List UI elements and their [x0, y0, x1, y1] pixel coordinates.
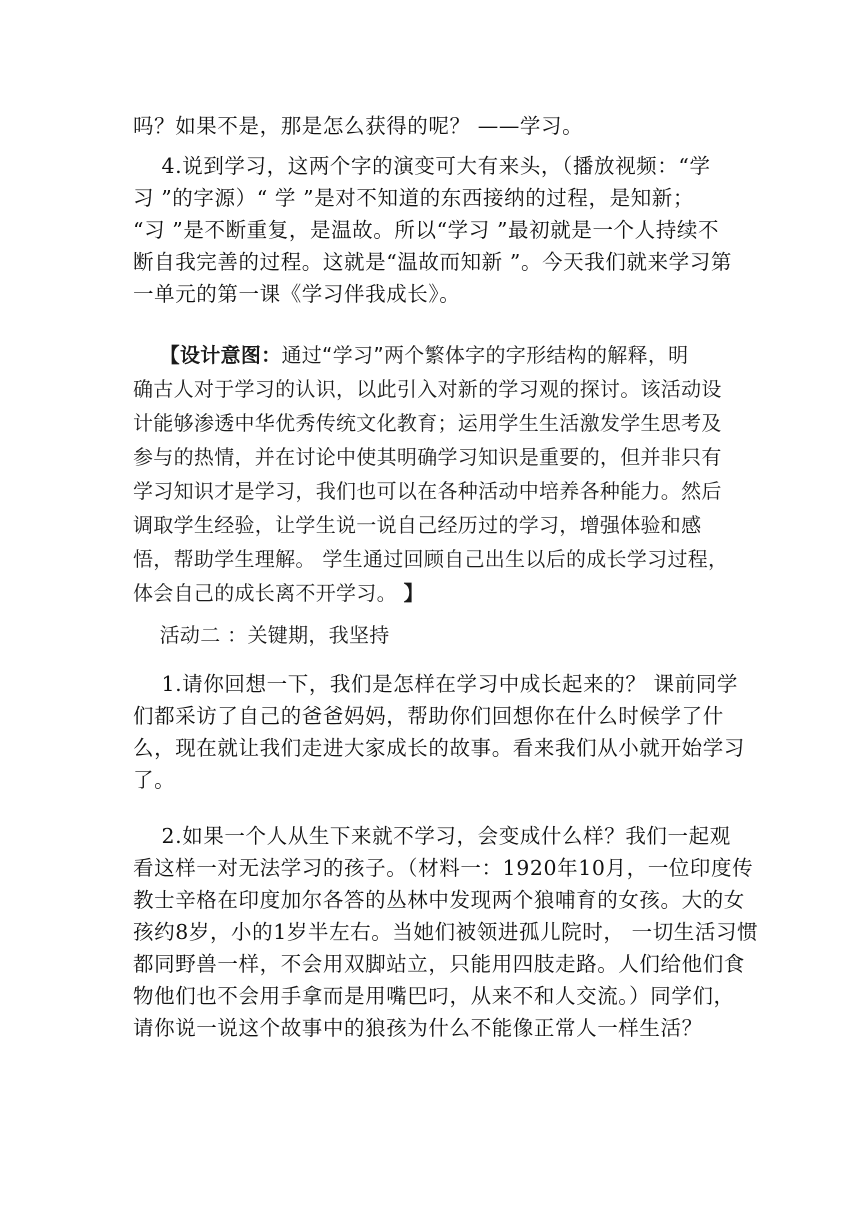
text-line: 习 ”的字源）“ 学 ”是对不知道的东西接纳的过程，是知新；	[133, 186, 694, 210]
text-line: 活动二 ：关键期，我坚持	[133, 623, 390, 647]
text-line	[133, 338, 733, 372]
paragraph-intro-question	[133, 110, 733, 142]
text-line: 了。	[133, 768, 176, 792]
text-line: 1.请你回想一下，我们是怎样在学习中成长起来的？ 课前同学	[133, 672, 738, 696]
text-line: 悟，帮助学生理解。 学生通过回顾自己出生以后的成长学习过程，	[133, 547, 729, 571]
text-line: “习 ”是不断重复，是温故。所以“学习 ”最初就是一个人持续不	[133, 218, 720, 242]
text-line: 都同野兽一样，不会用双脚站立，只能用四肢走路。人们给他们食	[133, 952, 745, 976]
text-line: 计能够渗透中华优秀传统文化教育；运用学生生活激发学生思考及	[133, 411, 722, 435]
paragraph-recall-growth	[133, 668, 745, 796]
text-line: 看这样一对无法学习的孩子。（材料一：1920年10月，一位印度传	[133, 856, 754, 880]
paragraph-design-intent	[133, 338, 733, 610]
text-line: 孩约8岁，小的1岁半左右。当她们被领进孤儿院时， 一切生活习惯	[133, 920, 759, 944]
design-intent-close-bracket: 】	[403, 581, 424, 605]
text-line: 教士辛格在印度加尔各答的丛林中发现两个狼哺育的女孩。大的女	[133, 888, 745, 912]
text-line: 参与的热情，并在讨论中使其明确学习知识是重要的，但并非只有	[133, 445, 722, 469]
text-line	[133, 576, 733, 610]
design-intent-label: 【设计意图：	[159, 343, 282, 367]
text-line: 吗？如果不是，那是怎么获得的呢？ ——学习。	[133, 114, 584, 138]
text-line: 调取学生经验，让学生说一说自己经历过的学习，增强体验和感	[133, 513, 702, 537]
paragraph-wolf-children	[133, 820, 759, 1044]
design-intent-text: 通过“学习”两个繁体字的字形结构的解释，明	[281, 343, 689, 367]
text-line: 一单元的第一课《学习伴我成长》。	[133, 282, 461, 306]
design-intent-closing-text: 体会自己的成长离不开学习。	[133, 581, 397, 605]
text-line: 学习知识才是学习，我们也可以在各种活动中培养各种能力。然后	[133, 479, 722, 503]
text-line: 物他们也不会用手拿而是用嘴巴叼，从来不和人交流。）同学们，	[133, 984, 735, 1008]
text-line: 确古人对于学习的认识，以此引入对新的学习观的探讨。该活动设	[133, 377, 722, 401]
text-line: 请你说一说这个故事中的狼孩为什么不能像正常人一样生活？	[133, 1016, 703, 1040]
text-line: 们都采访了自己的爸爸妈妈，帮助你们回想你在什么时候学了什	[133, 704, 724, 728]
text-line: 2.如果一个人从生下来就不学习，会变成什么样？我们一起观	[133, 824, 731, 848]
text-line: 4.说到学习，这两个字的演变可大有来头，（播放视频：“学	[133, 154, 711, 178]
paragraph-word-origin	[133, 150, 733, 310]
text-line: 么，现在就让我们走进大家成长的故事。看来我们从小就开始学习	[133, 736, 745, 760]
text-line: 断自我完善的过程。这就是“温故而知新 ”。今天我们就来学习第	[133, 250, 732, 274]
activity-two-heading	[133, 618, 733, 652]
